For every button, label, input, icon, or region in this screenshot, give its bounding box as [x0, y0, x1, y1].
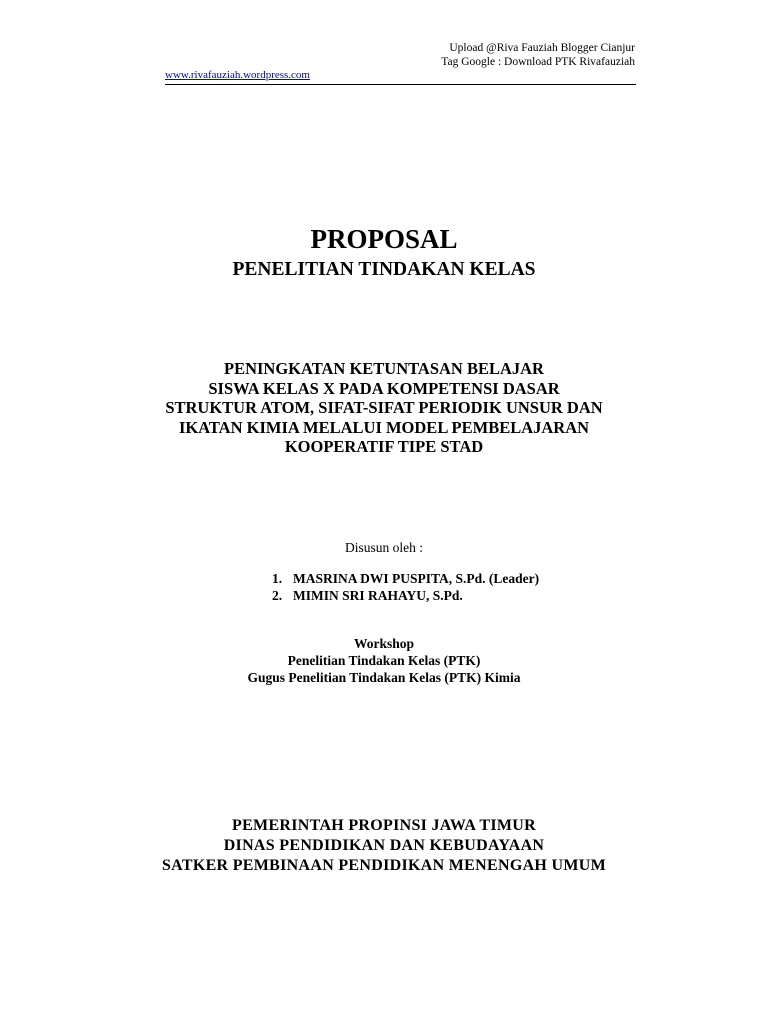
workshop-line: Gugus Penelitian Tindakan Kelas (PTK) Kimia [247, 670, 521, 685]
tag-google-line: Tag Google : Download PTK Rivafauziah [441, 56, 635, 68]
workshop-info [0, 635, 768, 686]
research-title-line: SISWA KELAS X PADA KOMPETENSI DASAR [208, 378, 560, 398]
author-item [272, 570, 539, 587]
institution-info [0, 816, 768, 876]
research-title-line: STRUKTUR ATOM, SIFAT-SIFAT PERIODIK UNSUR DAN [165, 398, 603, 417]
author-list [272, 570, 539, 604]
research-title [0, 359, 768, 457]
website-link[interactable]: www.rivafauziah.wordpress.com [165, 69, 310, 81]
document-subtitle: PENELITIAN TINDAKAN KELAS [232, 259, 536, 280]
page-header-info [441, 41, 635, 69]
authors-intro: Disusun oleh : [344, 540, 423, 555]
author-number: 2. [272, 588, 283, 603]
author-name: MIMIN SRI RAHAYU, S.Pd. [293, 588, 463, 603]
research-title-line: PENINGKATAN KETUNTASAN BELAJAR [224, 359, 544, 378]
institution-line: SATKER PEMBINAAN PENDIDIKAN MENENGAH UMUM [161, 857, 606, 874]
upload-credit: Upload @Riva Fauziah Blogger Cianjur [449, 42, 635, 54]
workshop-line: Penelitian Tindakan Kelas (PTK) [287, 653, 481, 668]
institution-line: PEMERINTAH PROPINSI JAWA TIMUR [232, 817, 536, 834]
document-title: PROPOSAL [310, 224, 458, 254]
workshop-line: Workshop [353, 636, 415, 651]
author-item [272, 587, 539, 604]
research-title-line: KOOPERATIF TIPE STAD [284, 437, 484, 456]
author-name: MASRINA DWI PUSPITA, S.Pd. (Leader) [293, 571, 540, 586]
institution-line: DINAS PENDIDIKAN DAN KEBUDAYAAN [223, 837, 545, 854]
author-number: 1. [272, 571, 283, 586]
research-title-line: IKATAN KIMIA MELALUI MODEL PEMBELAJARAN [178, 417, 590, 437]
header-divider [165, 84, 636, 85]
